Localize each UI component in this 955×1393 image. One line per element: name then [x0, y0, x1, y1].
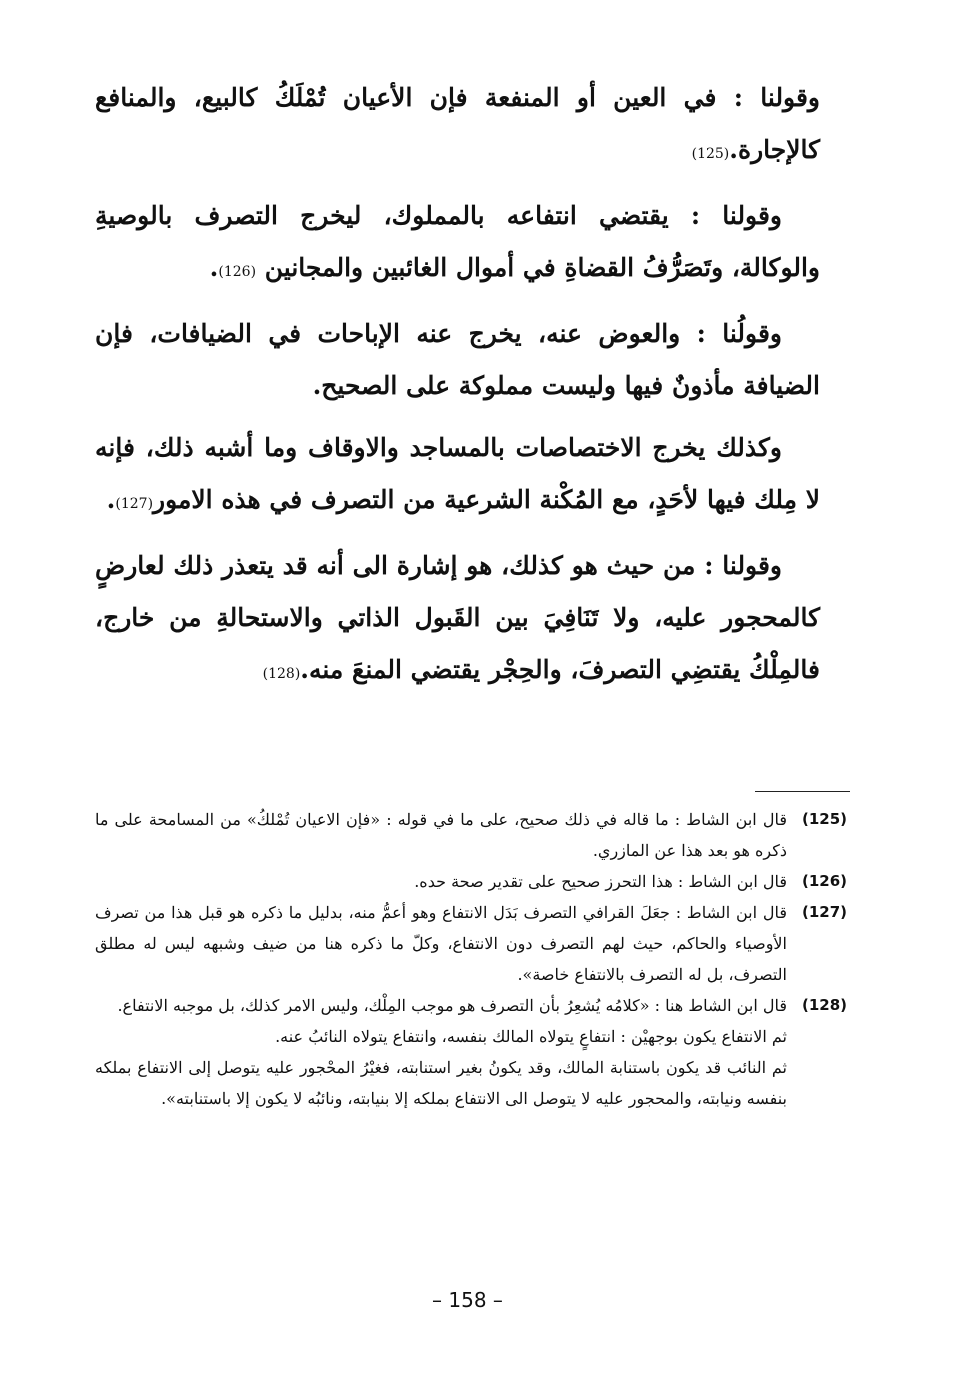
paragraph: [95, 540, 820, 700]
footnote-text: قال ابن الشاط هنا : «كلامُه يُشعِرُ بأن التصرف هو موجب المِلْك، وليس الامر كذلك، بل موجبه الانتفاع.: [117, 996, 787, 1015]
footnote-text: قال ابن الشاط : هذا التحرز صحيح على تقدير صحة حده.: [414, 872, 787, 891]
footnote-marker: (128): [262, 666, 301, 682]
main-text: [95, 72, 820, 710]
paragraph: [95, 308, 820, 412]
footnote-text: قال ابن الشاط : جعَلَ القرافي التصرف بَدَل الانتفاع وهو أعمُّ منه، بدليل ما ذكره هو قبل هذا من تصرف الأوصياء والحاكم، حيث لهم التصرف دون الانتفاع، وكلّ ما ذكره هنا من ضيف وشبهه ليس له مطلق التصرف، بل له التصرف بالانتفاع خاصة».: [95, 903, 788, 984]
paragraph: وكذلك يخرج الاختصاصات بالمساجد والاوقاف وما أشبه ذلك، فإنه لا مِلك فيها لأحَدٍ، مع المُكْنة الشرعية من التصرف في هذه الامور(127).: [95, 433, 820, 514]
paragraph: [95, 72, 820, 180]
footnote-marker: (127): [115, 496, 154, 512]
footnote: [95, 990, 847, 1021]
footnote-continuation: ثم النائب قد يكون باستنابة المالك، وقد يكونُ بغير استنابته، فغيْرُ المحْجور عليه يتوصل إلى الانتفاع بملكه بنفسه ونيابته، والمحجور عليه لا يتوصل الى الانتفاع بملكه إلا بنيابته، ونائبُه لا يكون إلا باستنابته».: [95, 1058, 787, 1108]
footnote-number: (125): [801, 810, 847, 828]
footnote-number: (127): [801, 903, 847, 921]
footnote-continuation: ثم الانتفاع يكون بوجهيْن : انتفاعٍ يتولاه المالك بنفسه، وانتفاع يتولاه النائبُ عنه.: [275, 1027, 787, 1046]
footnote-number: (126): [801, 872, 847, 890]
footnote-divider: [755, 791, 850, 792]
footnote: [95, 897, 847, 990]
paragraph-text: وقولنا : في العين أو المنفعة فإن الأعيان تُمْلَكُ كالبيع، والمنافع كالإجارة.: [95, 83, 820, 164]
paragraph-text: وقولُنا : والعوض عنه، يخرج عنه الإباحات في الضيافات، فإن الضيافة مأذونٌ فيها وليست مملوكة على الصحيح.: [95, 319, 820, 400]
paragraph-text: وقولنا : من حيث هو كذلك، هو إشارة الى أنه قد يتعذر ذلك لعارضٍ كالمحجور عليه، ولا تَنَافِيَ بين القَبول الذاتي والاستحالةِ من خارج، فالمِلْكُ يقتضِي التصرفَ، والحِجْر يقتضي المنعَ منه.: [95, 551, 820, 684]
footnote-marker: (125): [691, 146, 730, 162]
footnotes: [95, 804, 847, 1114]
paragraph-text: وقولنا : يقتضي انتفاعه بالمملوك، ليخرج التصرف بالوصيةِ والوكالة، وتَصَرُّفُ القضاةِ في أموال الغائبين والمجانين: [95, 201, 820, 282]
footnote-text: قال ابن الشاط : ما قاله في ذلك صحيح، على ما في قوله : «فإن الاعيان تُمْلكُ» من المسامحة على ما ذكره هو بعد هذا عن المازري.: [95, 810, 787, 860]
paragraph: وقولنا : يقتضي انتفاعه بالمملوك، ليخرج التصرف بالوصيةِ والوكالة، وتَصَرُّفُ القضاةِ في أموال الغائبين والمجانين (126).: [95, 201, 820, 282]
footnote: [95, 866, 847, 897]
page-number: – 158 –: [432, 1288, 503, 1312]
footnote: [95, 804, 847, 866]
footnote-number: (128): [801, 996, 847, 1014]
paragraph-text: وكذلك يخرج الاختصاصات بالمساجد والاوقاف وما أشبه ذلك، فإنه لا مِلك فيها لأحَدٍ، مع المُكْنة الشرعية من التصرف في هذه الامور: [95, 433, 820, 514]
footnote-marker: (126): [218, 264, 257, 280]
